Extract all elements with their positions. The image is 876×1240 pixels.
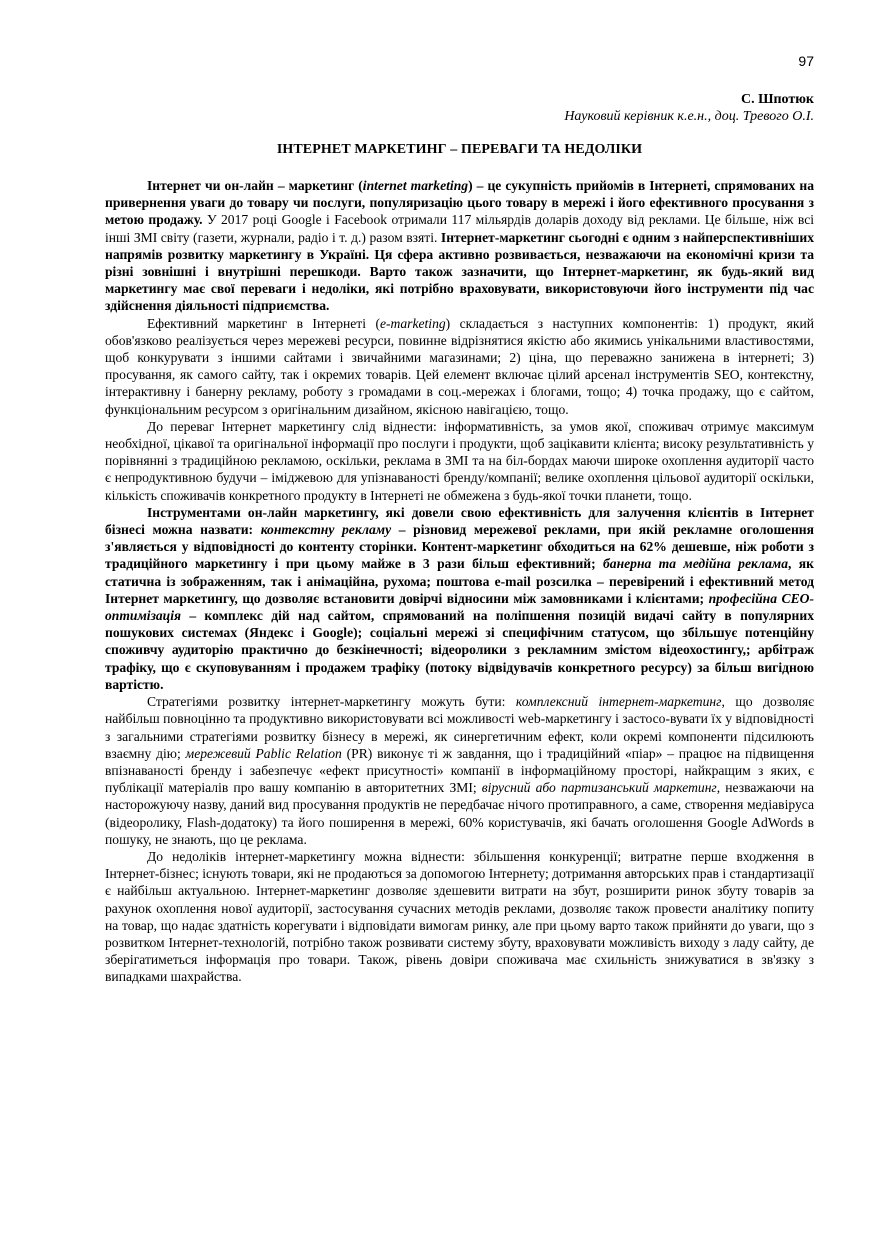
strategies-pr: мережевий Pablic Relation — [185, 745, 342, 761]
components-term: e-marketing — [379, 315, 446, 331]
intro-revenue-fact: У 2017 році Google і Facebook отримали 117 мільярдів доларів доходу від реклами. Це більше, ніж всі інші ЗМІ світу (газети, журнали, радіо і т. д.) разом взяті. — [105, 212, 815, 245]
paragraph-disadvantages — [105, 848, 814, 986]
tools-context-ads: контекстну рекламу — [260, 522, 392, 538]
scientific-advisor: Науковий керівник к.е.н., доц. Тревого О.І. — [564, 109, 814, 124]
strategies-viral-text: , незважаючи на насторожуючу назву, даний вид просування продуктів не передбачає нічого протиправного, а саме, створення медіавіруса (відеоролику, Flash-додатоку) та його поширення в мережі, 60% користувачів, які бачать оголошення Google AdWords в пошуку, не знають, що це реклама. — [105, 780, 814, 847]
strategies-viral: вірусний або партизанський маркетинг — [481, 780, 717, 796]
intro-conclusion: Інтернет-маркетинг сьогодні є одним з найперспективніших напрямів розвитку маркетингу в Україні. Ця сфера активно розвивається, незважаючи на економічні кризи та різні зовнішні і внутрішні перешкоди. Варто також зазначити, що Інтернет-маркетинг, як будь-який вид маркетингу має свої переваги і недоліки, які потрібно враховувати, використовуючи його інструменти під час здійснення діяльності підприємства. — [105, 229, 814, 314]
article-body — [105, 177, 814, 986]
strategies-pr-text: (PR) виконує ті ж завдання, що і традиційний «піар» – працює на підвищення впізнаваності бренду і забезпечує «ефект присутності» компанії в інформаційному просторі, найкращим з яких, є публікації матеріалів про вашу компанію в авторитетних ЗМІ; — [105, 745, 814, 796]
paragraph-tools — [105, 504, 814, 693]
disadvantages-text: До недоліків інтернет-маркетингу можна віднести: збільшення конкуренції; витратне перше входження в Інтернет-бізнес; існують товари, які не продаються за допомогою Інтернету; дотримання авторських прав і стандартизації є найбільш актуальною. Інтернет-маркетинг дозволяє здешевити витрати на збут, розширити ринок збуту товарів за рахунок охоплення нової аудиторії, застосування сучасних методів реклами, дозволяє також провести аналітику попиту на товар, що надає здатність корегувати і відповідати вимогам ринку, але при цьому варто також прийняти до уваги, що з розвитком Інтернет-технологій, потрібно також розвивати систему збуту, враховувати можливість виходу з ладу сайту, де зберігатиметься інформація про товари. Також, рівень довіри споживача має схильність знижуватися в зв'язку з випадками шахрайства. — [105, 848, 814, 985]
intro-term: Інтернет чи он-лайн – маркетинг ( — [147, 178, 363, 193]
tools-banner-ads: банерна та медійна реклама — [603, 556, 789, 572]
article-title: ІНТЕРНЕТ МАРКЕТИНГ – ПЕРЕВАГИ ТА НЕДОЛІКИ — [276, 142, 643, 157]
paragraph-intro — [105, 177, 814, 315]
strategies-complex: комплексний інтернет-маркетинг — [515, 694, 722, 710]
components-text: ) складається з наступних компонентів: 1) продукт, який обов'язково реалізується через мережеві ресурси, повинне відрізнятися якістю або якимись унікальними властивостями, щоб конкурувати з іншими сайтами і звичайними магазинами; 2) ціна, що переважно занижена в інтернеті; 3) просування, як самого сайту, так і окремих товарів. Цей елемент включає цілий арсенал інструментів SEO, контекстну, інтерактивну і банерну рекламу, роботу з громадами в соц.-мережах і блогами, тощо; 4) точка продажу, що є сайтом, функціональним ресурсом з оригінальним дизайном, якісною навігацією, тощо. — [105, 315, 815, 417]
author-block — [564, 91, 814, 125]
tools-banner-text: , як статична із зображенням, так і анімаційна, рухома; поштова e-mail розсилка – перевірений і ефективний метод Інтернет маркетингу, що дозволяє встановити довірчі відносини між замовниками і клієнтами; — [105, 556, 814, 606]
intro-term-english: internet marketing — [362, 178, 469, 193]
tools-seo-text: – комплекс дій над сайтом, спрямований на поліпшення позицій видачі сайту в популярних пошукових системах (Яндекс і Google); соціальні мережі зі специфічним статусом, що збільшує потенційну споживчу аудиторію практично до безкінечності; відеоролики з рекламним змістом відеохостингу,; арбітраж трафіку, що є скуповуванням і продажем трафіку (потоку відвідувачів конкретного ресурсу) за більш вигідною вартістю. — [105, 608, 814, 692]
paragraph-strategies — [105, 693, 814, 848]
components-lead: Ефективний маркетинг в Інтернеті ( — [147, 315, 380, 331]
author-name: С. Шпотюк — [740, 92, 814, 107]
tools-lead: Інструментами он-лайн маркетингу, які довели свою ефективність для залучення клієнтів в Інтернет бізнесі можна назвати: — [105, 504, 814, 538]
strategies-lead: Стратегіями розвитку інтернет-маркетингу можуть бути: — [147, 694, 516, 710]
paragraph-advantages — [105, 418, 814, 504]
page-number: 97 — [798, 53, 814, 69]
paragraph-components — [105, 315, 814, 418]
intro-definition: ) – це сукупність прийомів в Інтернеті, спрямованих на привернення уваги до товару чи послуги, популяризацію цього товару в мережі і його ефективного просування з метою продажу. — [105, 178, 815, 228]
strategies-complex-text: , що дозволяє найбільш повноцінно та продуктивно використовувати всі можливості web-маркетингу і застосо-вувати їх у відповідності з загальними стратегіями розвитку бізнесу в мережі, як синергетичним ефект, коли окремі компоненти підсилюють взаємну дію; — [105, 694, 815, 761]
advantages-text: До переваг Інтернет маркетингу слід віднести: інформативність, за умов якої, споживач отримує максимум необхідної, цікавої та оригінальної інформації про послуги і продукти, щоб зацікавити клієнта; високу результативність у порівнянні з традиційною рекламою, оскільки, реклама в ЗМІ та на біл-бордах маючи широке охоплення аудиторії часто є непродуктивною будучи – іміджевою для упізнаваності бренду/компанії; велике охоплення цільової аудиторії оскільки, кількість споживачів конкретного продукту в Інтернеті не обмежена з будь-якої точки планети, тощо. — [105, 418, 814, 503]
tools-context-text: – різновид мережевої реклами, при якій рекламне оголошення з'являється у відповідності до контенту сторінки. Контент-маркетинг обходиться на 62% дешевше, ніж роботи з традиційного маркетингу і при цьому майже в 3 рази більш ефективний; — [105, 522, 814, 572]
tools-seo: професійна СЕО-оптимізація — [105, 590, 814, 624]
